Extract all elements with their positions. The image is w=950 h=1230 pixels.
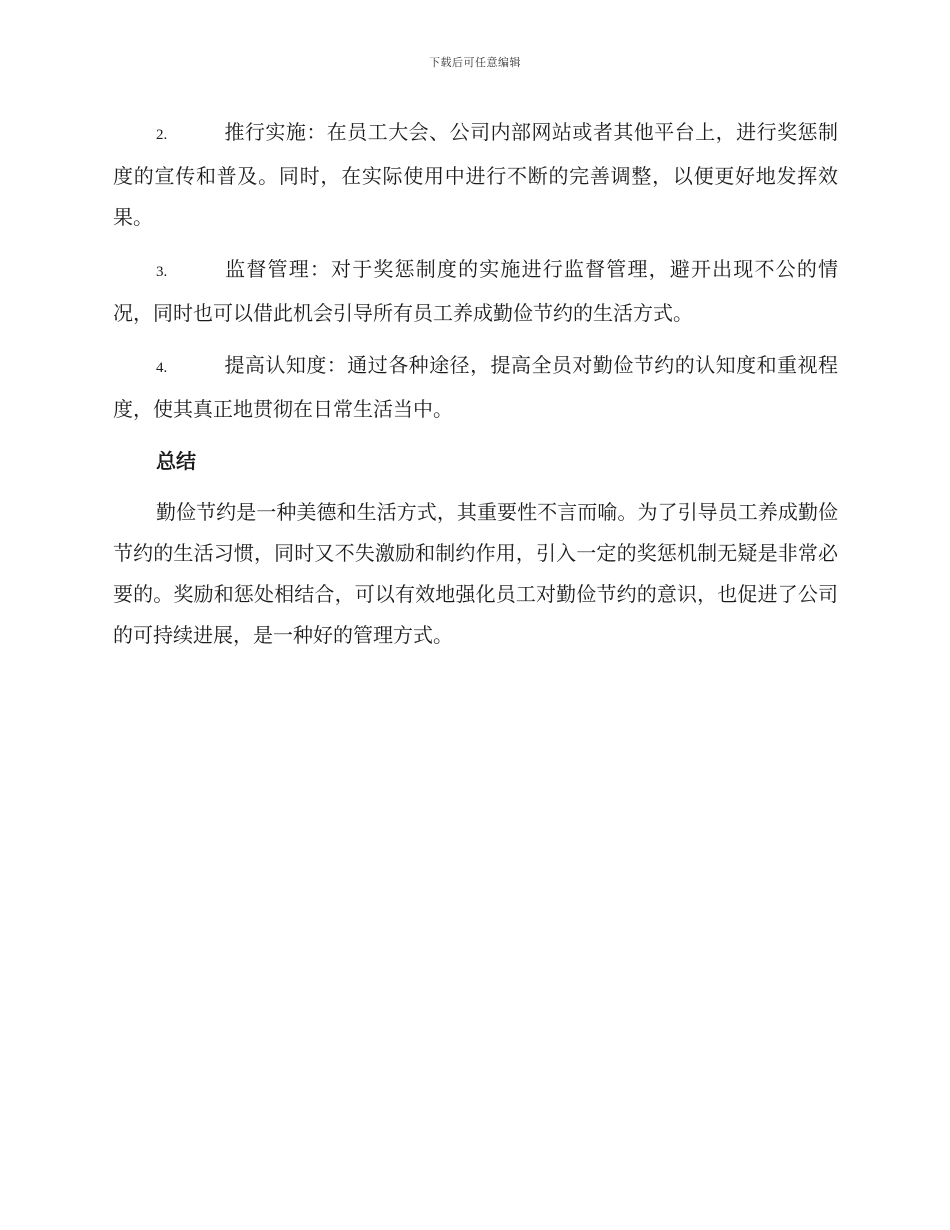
section-heading-summary: 总结 — [156, 449, 196, 473]
summary-paragraph: 勤俭节约是一种美德和生活方式，其重要性不言而喻。为了引导员工养成勤俭节约的生活习惯，同时又不失激励和制约作用，引入一定的奖惩机制无疑是非常必要的。奖励和惩处相结合，可以有效地强化员工对勤俭节约的意识，也促进了公司的可持续进展，是一种好的管理方式。 — [113, 500, 838, 647]
list-item-text: 监督管理：对于奖惩制度的实施进行监督管理，避开出现不公的情况，同时也可以借此机会引导所有员工养成勤俭节约的生活方式。 — [113, 257, 838, 325]
list-item — [113, 112, 838, 238]
list-item-number: 4. — [156, 360, 168, 376]
page-header-note: 下载后可任意编辑 — [429, 56, 521, 69]
list-item-text: 推行实施：在员工大会、公司内部网站或者其他平台上，进行奖惩制度的宣传和普及。同时，在实际使用中进行不断的完善调整，以便更好地发挥效果。 — [113, 120, 838, 229]
document-body — [113, 112, 838, 667]
list-item-number: 3. — [156, 264, 168, 280]
list-item — [113, 345, 838, 430]
list-item-number: 2. — [156, 127, 168, 143]
list-item-text: 提高认知度：通过各种途径，提高全员对勤俭节约的认知度和重视程度，使其真正地贯彻在日常生活当中。 — [113, 353, 838, 421]
list-item — [113, 249, 838, 334]
